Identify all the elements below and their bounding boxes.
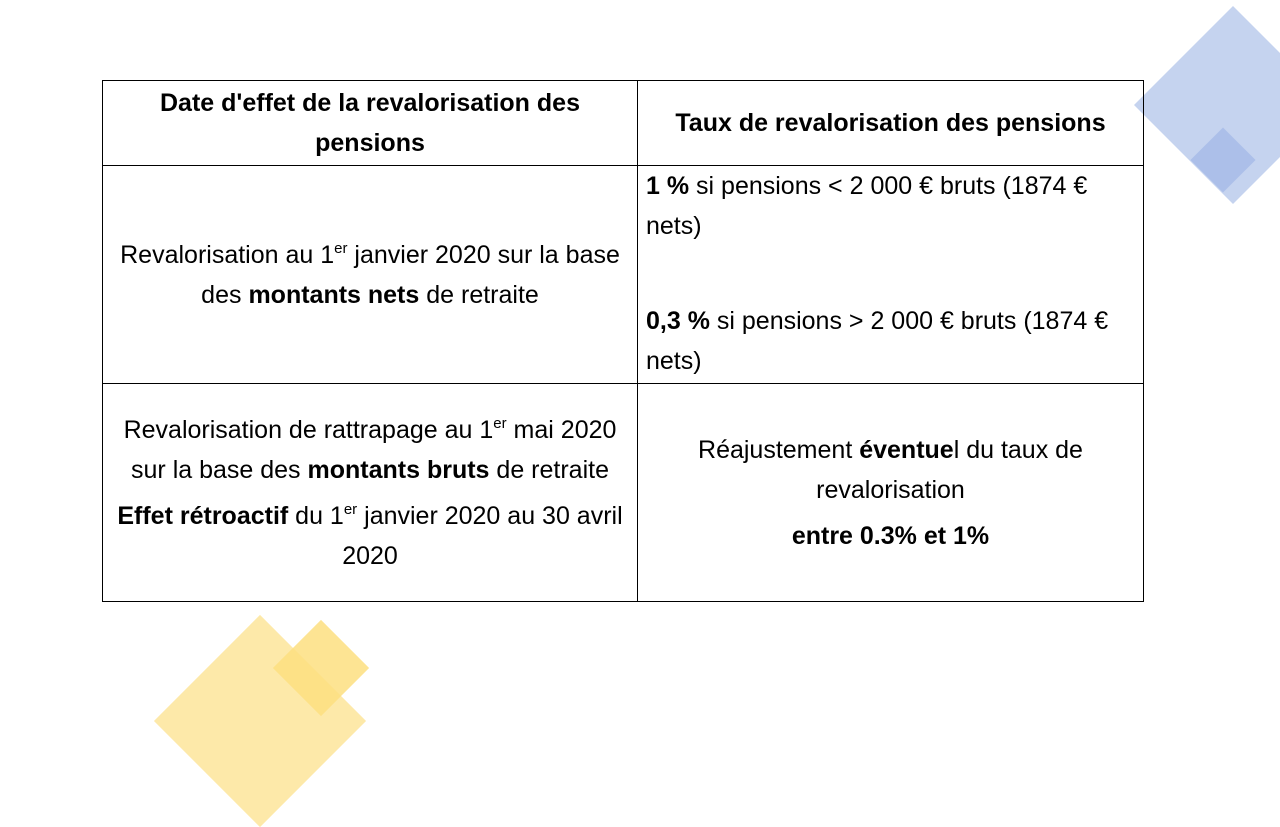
effet-retroactif-text: Effet rétroactif du 1er janvier 2020 au 30 avril 2020	[117, 500, 623, 570]
rate-range-text: entre 0.3% et 1%	[791, 521, 990, 550]
cell-taux-mai	[638, 384, 1144, 602]
table-header-row	[103, 81, 1144, 166]
rate-line-03pct: 0,3 % si pensions > 2 000 € bruts (1874 € nets)	[646, 307, 1109, 375]
cell-date-mai	[103, 384, 638, 602]
header-taux: Taux de revalorisation des pensions	[638, 81, 1144, 166]
rattrapage-text: Revalorisation de rattrapage au 1er mai 2020 sur la base des montants bruts de retraite	[123, 414, 617, 484]
reajustement-text: Réajustement éventuel du taux de revalorisation	[698, 435, 1083, 504]
table-row	[103, 166, 1144, 384]
revalorisation-table	[102, 80, 1144, 602]
cell-taux-janvier	[638, 166, 1144, 384]
header-date-effet: Date d'effet de la revalorisation des pensions	[103, 81, 638, 166]
rate-line-1pct: 1 % si pensions < 2 000 € bruts (1874 € nets)	[646, 172, 1088, 240]
table-row	[103, 384, 1144, 602]
cell-date-janvier: Revalorisation au 1er janvier 2020 sur la base des montants nets de retraite	[103, 166, 638, 384]
